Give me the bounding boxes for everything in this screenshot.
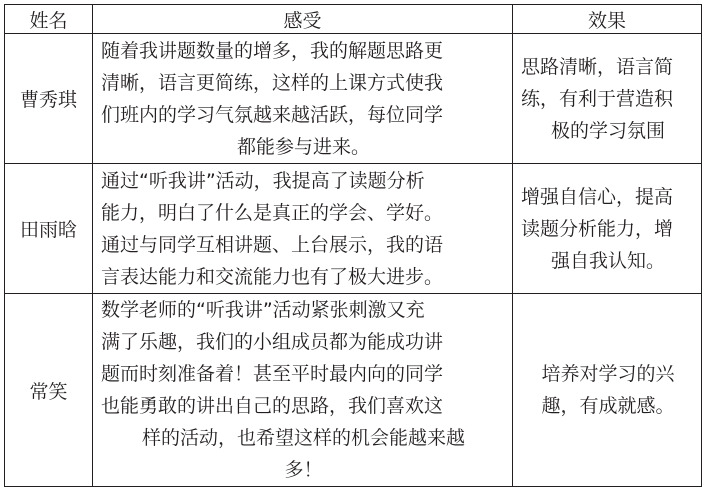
effect-line: 趣，有成就感。 — [541, 395, 675, 417]
feeling-line: 多！ — [284, 459, 323, 481]
table-row — [5, 34, 702, 164]
effect-cell — [513, 34, 702, 164]
effect-line: 练，有利于营造积 — [521, 87, 674, 110]
feedback-table-container — [4, 4, 701, 485]
header-effect: 效果 — [513, 5, 702, 34]
header-row — [5, 5, 702, 34]
effect-line: 强自我认知。 — [550, 249, 665, 272]
feeling-cell — [93, 294, 513, 487]
feeling-line: 数学老师的“听我讲”活动紧张刺激又充 — [101, 299, 425, 321]
feeling-line: 清晰，语言更简练，这样的上课方式使我 — [101, 71, 444, 94]
feeling-line: 们班内的学习气氛越来越活跃，每位同学 — [101, 103, 444, 126]
feeling-line: 随着我讲题数量的增多，我的解题思路更 — [101, 39, 444, 62]
feeling-line: 通过“听我讲”活动，我提高了读题分析 — [101, 169, 425, 192]
feedback-table — [4, 4, 702, 487]
table-row — [5, 164, 702, 294]
feeling-line: 能力，明白了什么是真正的学会、学好。 — [101, 201, 444, 224]
feeling-cell — [93, 34, 513, 164]
effect-line: 极的学习氛围 — [550, 119, 665, 142]
effect-line: 思路清晰，语言简 — [521, 55, 674, 78]
effect-cell — [513, 164, 702, 294]
header-name: 姓名 — [5, 5, 93, 34]
feeling-line: 也能勇敢的讲出自己的思路，我们喜欢这 — [101, 395, 444, 417]
feeling-line: 言表达能力和交流能力也有了极大进步。 — [101, 265, 444, 288]
feeling-cell — [93, 164, 513, 294]
student-name: 田雨晗 — [5, 164, 93, 294]
effect-line: 增强自信心，提高 — [521, 185, 674, 208]
feeling-line: 通过与同学互相讲题、上台展示，我的语 — [101, 233, 444, 256]
feeling-line: 满了乐趣，我们的小组成员都为能成功讲 — [101, 331, 444, 353]
table-row — [5, 294, 702, 487]
feeling-line: 题而时刻准备着！甚至平时最内向的同学 — [101, 363, 444, 385]
feeling-line: 样的活动，也希望这样的机会能越来越 — [141, 427, 465, 449]
feeling-line: 都能参与进来。 — [236, 135, 370, 158]
effect-cell — [513, 294, 702, 487]
effect-line: 培养对学习的兴 — [541, 363, 675, 385]
effect-line: 读题分析能力，增 — [521, 217, 674, 240]
student-name: 曹秀琪 — [5, 34, 93, 164]
student-name: 常笑 — [5, 294, 93, 487]
header-feel: 感受 — [93, 5, 513, 34]
